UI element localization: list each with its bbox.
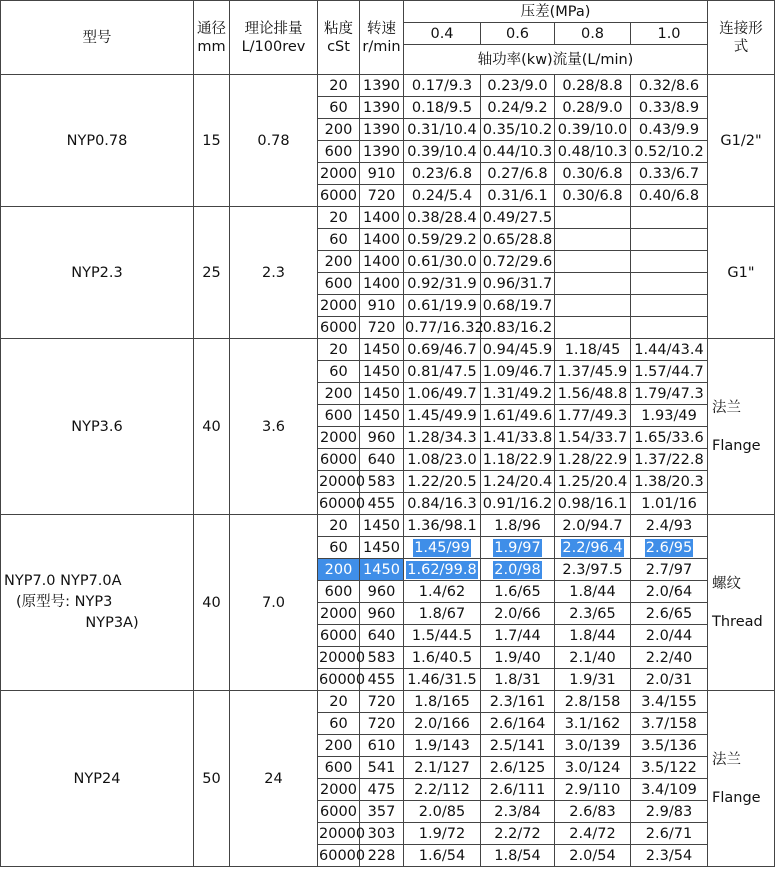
viscosity-cell: 6000	[318, 317, 360, 339]
connection-cell: G1/2"	[708, 75, 775, 207]
table-row	[1, 691, 775, 713]
value-cell: 2.0/85	[404, 801, 481, 823]
value-cell: 0.83/16.2	[481, 317, 555, 339]
selected-value: 2.0/98	[494, 561, 541, 578]
value-cell	[555, 273, 631, 295]
value-cell: 1.9/31	[555, 669, 631, 691]
speed-cell: 960	[360, 581, 404, 603]
value-cell: 2.0/166	[404, 713, 481, 735]
viscosity-cell: 20000	[318, 823, 360, 845]
viscosity-cell: 600	[318, 273, 360, 295]
speed-cell: 1450	[360, 559, 404, 581]
speed-cell: 1450	[360, 339, 404, 361]
value-cell: 0.33/8.9	[631, 97, 708, 119]
value-cell: 0.30/6.8	[555, 163, 631, 185]
viscosity-cell: 2000	[318, 779, 360, 801]
value-cell: 1.18/22.9	[481, 449, 555, 471]
viscosity-cell: 600	[318, 757, 360, 779]
connection-cn: 法兰	[712, 751, 741, 768]
connection-en: Flange	[712, 437, 761, 454]
displacement-cell: 3.6	[230, 339, 318, 515]
speed-cell: 455	[360, 669, 404, 691]
value-cell: 1.31/49.2	[481, 383, 555, 405]
model-line: NYP7.0 NYP7.0A	[4, 573, 122, 589]
value-cell	[555, 317, 631, 339]
value-cell: 2.1/127	[404, 757, 481, 779]
viscosity-cell: 200	[318, 383, 360, 405]
header-bore	[194, 1, 230, 75]
value-cell: 0.18/9.5	[404, 97, 481, 119]
value-cell: 2.6/83	[555, 801, 631, 823]
speed-cell: 720	[360, 713, 404, 735]
selected-value: 2.2/96.4	[562, 539, 623, 556]
value-cell: 1.9/143	[404, 735, 481, 757]
connection-cn: 螺纹	[712, 575, 741, 592]
value-cell: 2.3/54	[631, 845, 708, 867]
value-cell: 2.9/83	[631, 801, 708, 823]
viscosity-cell: 600	[318, 141, 360, 163]
value-cell: 0.35/10.2	[481, 119, 555, 141]
value-cell: 0.68/19.7	[481, 295, 555, 317]
speed-cell: 1450	[360, 405, 404, 427]
header-connection-line2: 式	[733, 38, 749, 55]
value-cell: 1.4/62	[404, 581, 481, 603]
value-cell: 0.39/10.4	[404, 141, 481, 163]
viscosity-cell: 6000	[318, 185, 360, 207]
header-connection	[708, 1, 775, 75]
connection-gap	[709, 417, 773, 437]
value-cell: 0.24/5.4	[404, 185, 481, 207]
value-cell: 0.23/9.0	[481, 75, 555, 97]
connection-en: Flange	[712, 789, 761, 806]
value-cell	[555, 251, 631, 273]
value-cell: 3.4/155	[631, 691, 708, 713]
value-cell: 3.0/124	[555, 757, 631, 779]
value-cell: 1.8/96	[481, 515, 555, 537]
value-cell: 0.98/16.1	[555, 493, 631, 515]
value-cell: 0.24/9.2	[481, 97, 555, 119]
viscosity-cell: 2000	[318, 295, 360, 317]
speed-cell: 583	[360, 471, 404, 493]
value-cell: 1.01/16	[631, 493, 708, 515]
value-cell	[631, 207, 708, 229]
value-cell: 0.17/9.3	[404, 75, 481, 97]
speed-cell: 720	[360, 691, 404, 713]
value-cell: 2.6/71	[631, 823, 708, 845]
bore-cell: 40	[194, 339, 230, 515]
viscosity-cell: 2000	[318, 603, 360, 625]
viscosity-cell: 200	[318, 559, 360, 581]
table-row	[1, 207, 775, 229]
value-cell: 2.0/64	[631, 581, 708, 603]
model-cell: NYP2.3	[1, 207, 194, 339]
value-cell: 1.46/31.5	[404, 669, 481, 691]
speed-cell: 541	[360, 757, 404, 779]
viscosity-cell: 20000	[318, 647, 360, 669]
speed-cell: 1450	[360, 515, 404, 537]
viscosity-cell: 60000	[318, 845, 360, 867]
value-cell: 1.38/20.3	[631, 471, 708, 493]
value-cell: 1.08/23.0	[404, 449, 481, 471]
selected-value: 2.6/95	[645, 539, 693, 556]
value-cell: 1.6/54	[404, 845, 481, 867]
speed-cell: 1400	[360, 273, 404, 295]
displacement-cell: 24	[230, 691, 318, 867]
value-cell: 1.44/43.4	[631, 339, 708, 361]
value-cell: 0.96/31.7	[481, 273, 555, 295]
viscosity-cell: 200	[318, 735, 360, 757]
value-cell	[555, 207, 631, 229]
model-line: NYP3A)	[85, 615, 139, 631]
header-pressure-title: 压差(MPa)	[404, 1, 708, 23]
value-cell: 0.40/6.8	[631, 185, 708, 207]
value-cell: 1.24/20.4	[481, 471, 555, 493]
value-cell: 0.23/6.8	[404, 163, 481, 185]
value-cell: 1.5/44.5	[404, 625, 481, 647]
header-model: 型号	[1, 1, 194, 75]
value-cell: 2.3/97.5	[555, 559, 631, 581]
header-pressure-2: 0.8	[555, 23, 631, 45]
value-cell: 2.0/31	[631, 669, 708, 691]
value-cell: 1.45/49.9	[404, 405, 481, 427]
header-power-flow: 轴功率(kw)流量(L/min)	[404, 45, 708, 75]
connection-cell	[708, 339, 775, 515]
value-cell: 2.6/164	[481, 713, 555, 735]
value-cell: 2.2/112	[404, 779, 481, 801]
speed-cell: 1390	[360, 119, 404, 141]
viscosity-cell: 20	[318, 75, 360, 97]
header-pressure-1: 0.6	[481, 23, 555, 45]
speed-cell: 1450	[360, 537, 404, 559]
viscosity-cell: 200	[318, 119, 360, 141]
value-cell: 2.8/158	[555, 691, 631, 713]
viscosity-cell: 60	[318, 713, 360, 735]
value-cell	[555, 537, 631, 559]
value-cell: 0.61/30.0	[404, 251, 481, 273]
value-cell: 2.3/65	[555, 603, 631, 625]
value-cell: 0.49/27.5	[481, 207, 555, 229]
value-cell: 1.06/49.7	[404, 383, 481, 405]
connection-cell	[708, 515, 775, 691]
header-displacement	[230, 1, 318, 75]
value-cell: 3.0/139	[555, 735, 631, 757]
value-cell: 0.30/6.8	[555, 185, 631, 207]
header-speed-unit: r/min	[362, 38, 401, 55]
value-cell: 1.37/45.9	[555, 361, 631, 383]
speed-cell: 610	[360, 735, 404, 757]
value-cell: 0.31/10.4	[404, 119, 481, 141]
value-cell: 1.79/47.3	[631, 383, 708, 405]
value-cell: 3.5/122	[631, 757, 708, 779]
viscosity-cell: 600	[318, 405, 360, 427]
value-cell: 2.6/125	[481, 757, 555, 779]
model-cell	[1, 515, 194, 691]
value-cell: 1.6/65	[481, 581, 555, 603]
displacement-cell: 2.3	[230, 207, 318, 339]
viscosity-cell: 20	[318, 515, 360, 537]
value-cell: 0.38/28.4	[404, 207, 481, 229]
value-cell: 1.9/40	[481, 647, 555, 669]
selected-value: 1.9/97	[494, 539, 541, 556]
value-cell: 0.91/16.2	[481, 493, 555, 515]
value-cell: 2.3/161	[481, 691, 555, 713]
viscosity-cell: 60000	[318, 669, 360, 691]
model-line: (原型号: NYP3	[16, 594, 113, 610]
value-cell: 0.48/10.3	[555, 141, 631, 163]
header-bore-unit: mm	[197, 38, 226, 55]
viscosity-cell: 6000	[318, 801, 360, 823]
value-cell: 0.28/8.8	[555, 75, 631, 97]
header-pressure-0: 0.4	[404, 23, 481, 45]
value-cell: 1.6/40.5	[404, 647, 481, 669]
selected-value: 1.45/99	[414, 539, 470, 556]
value-cell: 0.33/6.7	[631, 163, 708, 185]
value-cell: 1.8/31	[481, 669, 555, 691]
speed-cell: 910	[360, 295, 404, 317]
bore-cell: 25	[194, 207, 230, 339]
viscosity-cell: 6000	[318, 449, 360, 471]
header-viscosity-unit: cSt	[327, 38, 350, 55]
value-cell: 0.61/19.9	[404, 295, 481, 317]
speed-cell: 1390	[360, 75, 404, 97]
value-cell: 1.41/33.8	[481, 427, 555, 449]
value-cell: 2.4/93	[631, 515, 708, 537]
value-cell: 2.0/66	[481, 603, 555, 625]
header-pressure-3: 1.0	[631, 23, 708, 45]
value-cell: 2.3/84	[481, 801, 555, 823]
value-cell	[404, 537, 481, 559]
speed-cell: 1450	[360, 361, 404, 383]
speed-cell: 720	[360, 185, 404, 207]
value-cell: 0.32/8.6	[631, 75, 708, 97]
value-cell: 3.1/162	[555, 713, 631, 735]
value-cell: 0.81/47.5	[404, 361, 481, 383]
value-cell: 1.57/44.7	[631, 361, 708, 383]
value-cell	[631, 317, 708, 339]
value-cell	[481, 537, 555, 559]
speed-cell: 640	[360, 625, 404, 647]
value-cell: 2.7/97	[631, 559, 708, 581]
header-bore-label: 通径	[197, 20, 226, 37]
header-viscosity-label: 粘度	[324, 20, 353, 37]
value-cell: 0.39/10.0	[555, 119, 631, 141]
speed-cell: 1400	[360, 207, 404, 229]
viscosity-cell: 20	[318, 691, 360, 713]
model-cell: NYP0.78	[1, 75, 194, 207]
value-cell: 2.6/111	[481, 779, 555, 801]
value-cell: 2.1/40	[555, 647, 631, 669]
speed-cell: 303	[360, 823, 404, 845]
selected-value: 1.62/99.8	[407, 561, 477, 578]
bore-cell: 15	[194, 75, 230, 207]
header-viscosity	[318, 1, 360, 75]
speed-cell: 228	[360, 845, 404, 867]
value-cell: 1.09/46.7	[481, 361, 555, 383]
value-cell: 0.65/28.8	[481, 229, 555, 251]
value-cell: 1.8/54	[481, 845, 555, 867]
value-cell: 0.77/16.32	[404, 317, 481, 339]
table-row	[1, 339, 775, 361]
value-cell: 0.94/45.9	[481, 339, 555, 361]
value-cell: 0.27/6.8	[481, 163, 555, 185]
viscosity-cell: 200	[318, 251, 360, 273]
value-cell: 2.0/94.7	[555, 515, 631, 537]
viscosity-cell: 20	[318, 207, 360, 229]
viscosity-cell: 60000	[318, 493, 360, 515]
value-cell: 1.93/49	[631, 405, 708, 427]
model-cell: NYP24	[1, 691, 194, 867]
speed-cell: 1390	[360, 141, 404, 163]
connection-en: Thread	[712, 613, 763, 630]
value-cell: 0.59/29.2	[404, 229, 481, 251]
viscosity-cell: 20	[318, 339, 360, 361]
value-cell: 2.2/40	[631, 647, 708, 669]
value-cell: 1.28/34.3	[404, 427, 481, 449]
value-cell: 1.8/44	[555, 625, 631, 647]
speed-cell: 455	[360, 493, 404, 515]
speed-cell: 1450	[360, 383, 404, 405]
viscosity-cell: 600	[318, 581, 360, 603]
value-cell: 1.77/49.3	[555, 405, 631, 427]
value-cell	[555, 229, 631, 251]
value-cell	[631, 251, 708, 273]
speed-cell: 1400	[360, 251, 404, 273]
displacement-cell: 7.0	[230, 515, 318, 691]
value-cell: 1.8/165	[404, 691, 481, 713]
table-row	[1, 75, 775, 97]
speed-cell: 960	[360, 603, 404, 625]
speed-cell: 910	[360, 163, 404, 185]
viscosity-cell: 2000	[318, 427, 360, 449]
value-cell	[631, 229, 708, 251]
connection-cn: 法兰	[712, 399, 741, 416]
value-cell	[481, 559, 555, 581]
value-cell	[631, 273, 708, 295]
value-cell: 2.0/44	[631, 625, 708, 647]
model-cell: NYP3.6	[1, 339, 194, 515]
value-cell: 1.7/44	[481, 625, 555, 647]
viscosity-cell: 60	[318, 361, 360, 383]
value-cell	[631, 295, 708, 317]
header-speed	[360, 1, 404, 75]
connection-gap	[709, 593, 773, 613]
value-cell: 1.8/44	[555, 581, 631, 603]
value-cell: 0.92/31.9	[404, 273, 481, 295]
header-speed-label: 转速	[367, 20, 396, 37]
value-cell: 2.4/72	[555, 823, 631, 845]
viscosity-cell: 20000	[318, 471, 360, 493]
header-displacement-label: 理论排量	[244, 20, 303, 37]
table-row	[1, 515, 775, 537]
value-cell	[404, 559, 481, 581]
value-cell: 0.72/29.6	[481, 251, 555, 273]
value-cell	[555, 295, 631, 317]
bore-cell: 40	[194, 515, 230, 691]
value-cell: 1.25/20.4	[555, 471, 631, 493]
value-cell: 1.61/49.6	[481, 405, 555, 427]
speed-cell: 960	[360, 427, 404, 449]
value-cell: 0.69/46.7	[404, 339, 481, 361]
value-cell: 3.4/109	[631, 779, 708, 801]
header-displacement-unit: L/100rev	[241, 38, 306, 55]
value-cell	[631, 537, 708, 559]
value-cell: 0.52/10.2	[631, 141, 708, 163]
value-cell: 2.2/72	[481, 823, 555, 845]
speed-cell: 640	[360, 449, 404, 471]
header-row-1	[1, 1, 775, 23]
value-cell: 1.8/67	[404, 603, 481, 625]
value-cell: 2.6/65	[631, 603, 708, 625]
speed-cell: 357	[360, 801, 404, 823]
viscosity-cell: 60	[318, 97, 360, 119]
table-body	[1, 75, 775, 867]
value-cell: 1.9/72	[404, 823, 481, 845]
value-cell: 0.28/9.0	[555, 97, 631, 119]
viscosity-cell: 2000	[318, 163, 360, 185]
value-cell: 1.18/45	[555, 339, 631, 361]
value-cell: 2.5/141	[481, 735, 555, 757]
value-cell: 1.37/22.8	[631, 449, 708, 471]
value-cell: 1.28/22.9	[555, 449, 631, 471]
bore-cell: 50	[194, 691, 230, 867]
viscosity-cell: 60	[318, 537, 360, 559]
connection-gap	[709, 769, 773, 789]
connection-cell	[708, 691, 775, 867]
connection-cell: G1"	[708, 207, 775, 339]
value-cell: 3.5/136	[631, 735, 708, 757]
value-cell: 3.7/158	[631, 713, 708, 735]
value-cell: 0.44/10.3	[481, 141, 555, 163]
value-cell: 1.36/98.1	[404, 515, 481, 537]
speed-cell: 475	[360, 779, 404, 801]
value-cell: 1.54/33.7	[555, 427, 631, 449]
value-cell: 0.31/6.1	[481, 185, 555, 207]
speed-cell: 1390	[360, 97, 404, 119]
value-cell: 1.65/33.6	[631, 427, 708, 449]
viscosity-cell: 60	[318, 229, 360, 251]
speed-cell: 1400	[360, 229, 404, 251]
viscosity-cell: 6000	[318, 625, 360, 647]
value-cell: 2.9/110	[555, 779, 631, 801]
speed-cell: 720	[360, 317, 404, 339]
value-cell: 1.22/20.5	[404, 471, 481, 493]
value-cell: 0.84/16.3	[404, 493, 481, 515]
value-cell: 0.43/9.9	[631, 119, 708, 141]
speed-cell: 583	[360, 647, 404, 669]
displacement-cell: 0.78	[230, 75, 318, 207]
header-connection-line1: 连接形	[719, 20, 763, 37]
value-cell: 1.56/48.8	[555, 383, 631, 405]
value-cell: 2.0/54	[555, 845, 631, 867]
